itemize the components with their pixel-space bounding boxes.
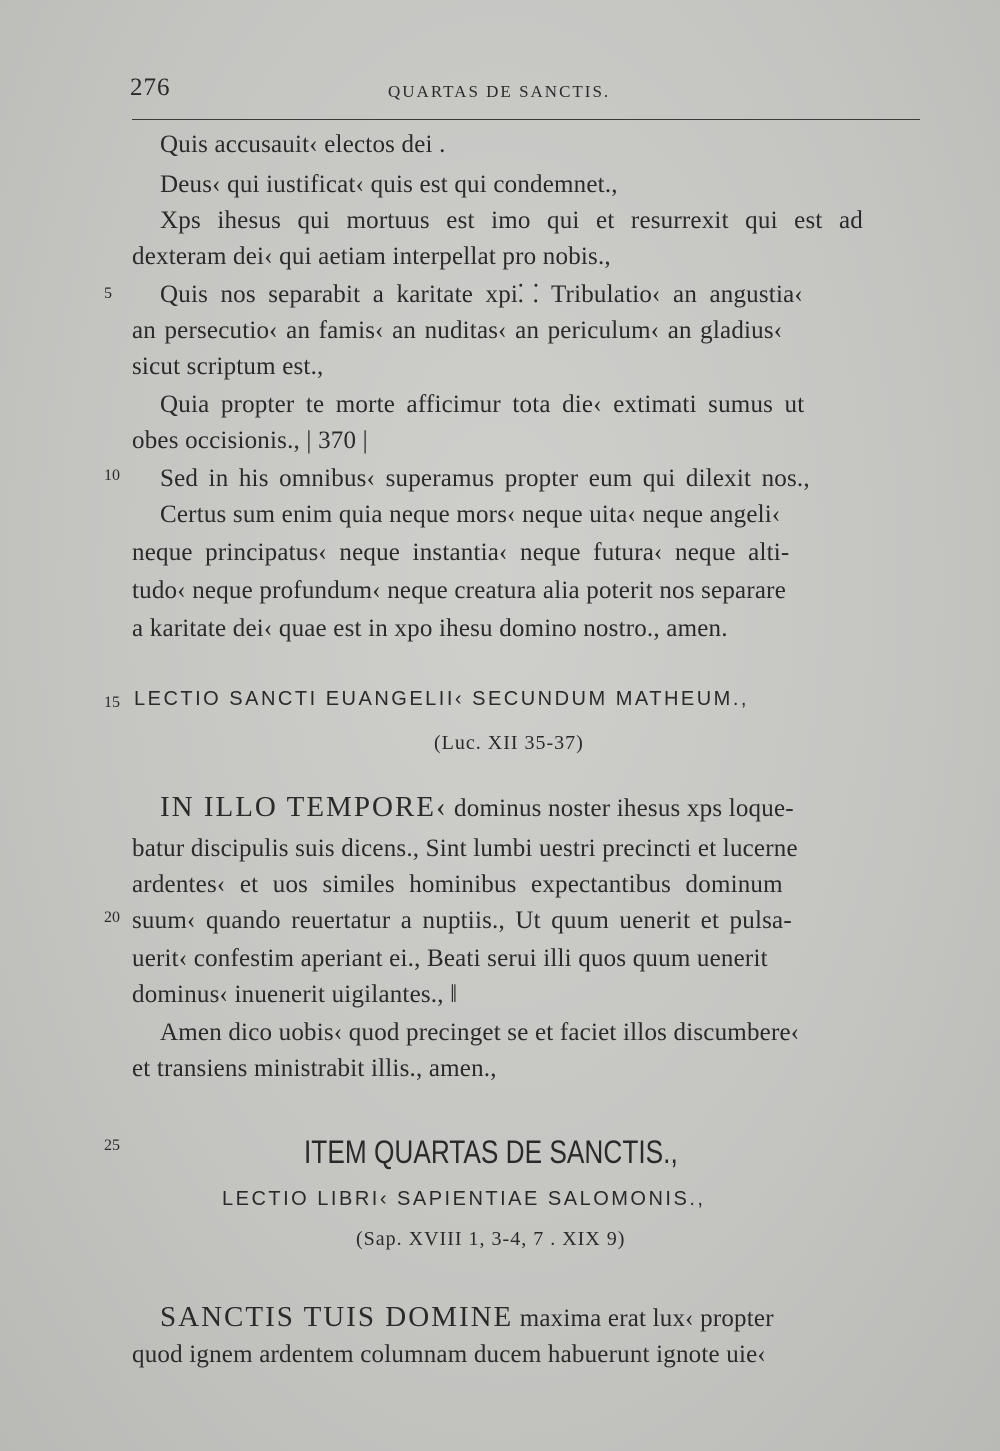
line-number: 15 [104,694,120,711]
gospel-first-line [160,790,922,826]
text-line: suum‹ quando reuertatur a nuptiis., Ut quum uenerit et pulsa- [132,907,792,934]
text-span: maxima erat lux‹ propter [513,1305,774,1332]
line-number: 5 [104,285,112,302]
text-line: Certus sum enim quia neque mors‹ neque uita‹ neque angeli‹ [160,501,781,528]
section-title: ITEM QUARTAS DE SANCTIS., [304,1134,678,1170]
line-number: 20 [104,909,120,926]
text-line: quod ignem ardentem columnam ducem habuerunt ignote uie‹ [132,1341,766,1368]
running-title: QUARTAS DE SANCTIS. [388,82,611,101]
text-line: Quia propter te morte afficimur tota die‹ extimati sumus ut [160,391,805,418]
text-line: obes occisionis., | 370 | [132,427,368,454]
gospel-incipit: IN ILLO TEMPORE‹ [160,791,448,823]
text-line: dexteram dei‹ qui aetiam interpellat pro nobis., [132,243,611,270]
text-line: Sed in his omnibus‹ superamus propter eum qui dilexit nos., [160,465,810,492]
section-incipit: SANCTIS TUIS DOMINE [160,1301,514,1333]
page-header [130,74,920,114]
text-line: uerit‹ confestim aperiant ei., Beati serui illi quos quum uenerit [132,945,768,972]
section-first-line [160,1300,922,1336]
header-rule [132,119,920,120]
text-line: Quis nos separabit a karitate xpi⸬ Tribulatio‹ an angustia‹ [160,281,803,308]
text-line: a karitate dei‹ quae est in xpo ihesu domino nostro., amen. [132,615,728,642]
text-line: dominus‹ inuenerit uigilantes., ‖ [132,981,458,1008]
text-line: an persecutio‹ an famis‹ an nuditas‹ an periculum‹ an gladius‹ [132,317,783,344]
text-line: et transiens ministrabit illis., amen., [132,1055,497,1082]
section-heading: LECTIO LIBRI‹ SAPIENTIAE SALOMONIS., [222,1188,706,1210]
text-line: batur discipulis suis dicens., Sint lumbi uestri precincti et lucerne [132,835,798,862]
gospel-heading: LECTIO SANCTI EUANGELII‹ SECUNDUM MATHEUM., [134,688,749,710]
text-line: neque principatus‹ neque instantia‹ neque futura‹ neque alti- [132,539,790,566]
gospel-citation: (Luc. XII 35-37) [434,732,584,754]
text-span: dominus noster ihesus xps loque- [447,795,794,822]
text-line: Xps ihesus qui mortuus est imo qui et resurrexit qui est ad [160,207,863,234]
text-line: sicut scriptum est., [132,353,324,380]
text-line: Quis accusauit‹ electos dei . [160,131,446,158]
line-number: 10 [104,467,120,484]
text-line: Amen dico uobis‹ quod precinget se et faciet illos discumbere‹ [160,1019,800,1046]
text-line: ardentes‹ et uos similes hominibus expectantibus dominum [132,871,783,898]
page-number: 276 [130,74,171,101]
text-line: Deus‹ qui iustificat‹ quis est qui condemnet., [160,171,618,198]
text-line: tudo‹ neque profundum‹ neque creatura alia poterit nos separare [132,577,786,604]
section-citation: (Sap. XVIII 1, 3-4, 7 . XIX 9) [356,1228,626,1250]
line-number: 25 [104,1137,120,1154]
